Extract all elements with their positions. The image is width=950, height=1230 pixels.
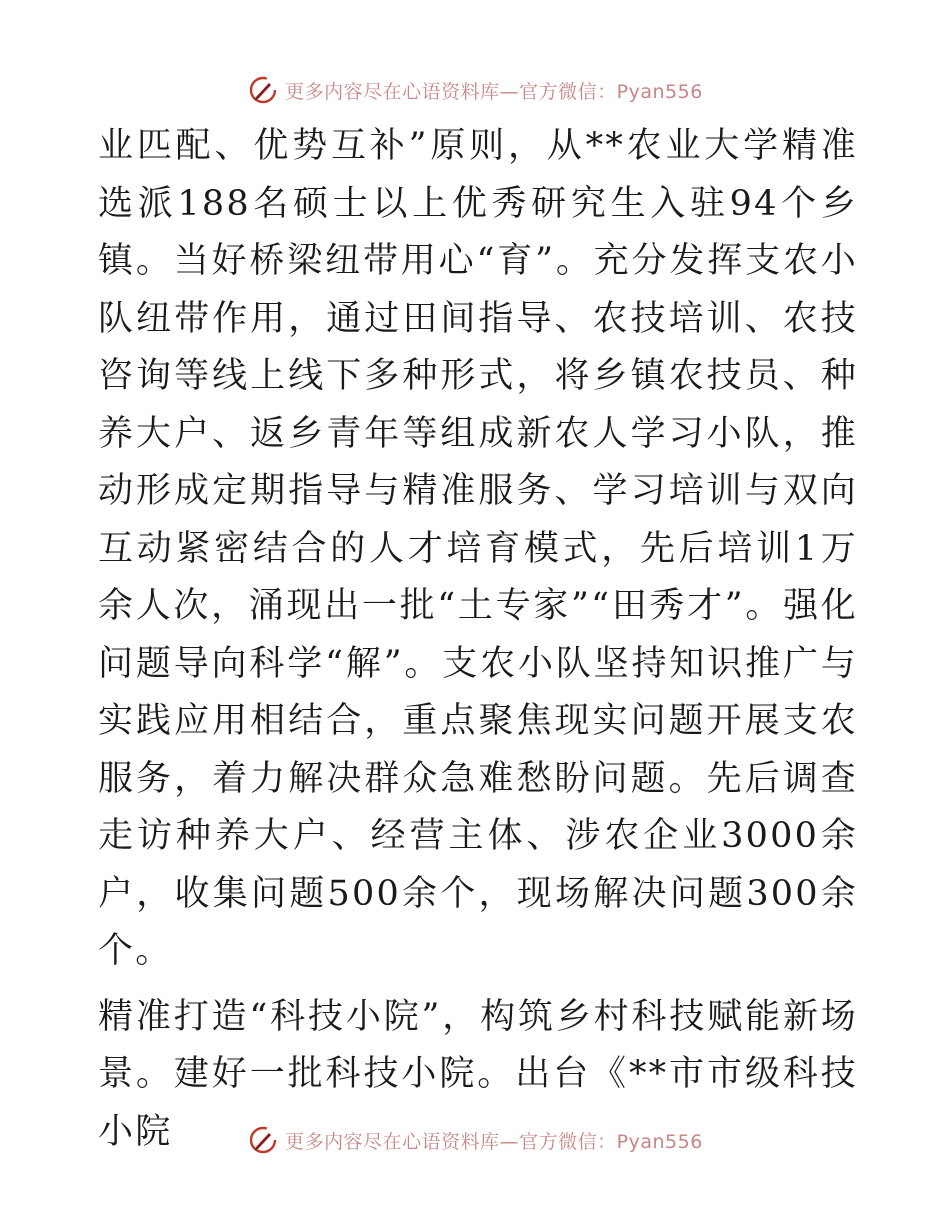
document-body bbox=[98, 118, 858, 1161]
header-watermark bbox=[0, 70, 950, 110]
pen-swirl-logo-icon bbox=[247, 74, 279, 106]
paragraph: 业匹配、优势互补”原则，从**农业大学精准选派188名硕士以上优秀研究生入驻94个乡镇。当好桥梁纽带用心“育”。充分发挥支农小队纽带作用，通过田间指导、农技培训、农技咨询等线上线下多种形式，将乡镇农技员、种养大户、返乡青年等组成新农人学习小队，推动形成定期指导与精准服务、学习培训与双向互动紧密结合的人才培育模式，先后培训1万余人次，涌现出一批“土专家”“田秀才”。强化问题导向科学“解”。支农小队坚持知识推广与实践应用相结合，重点聚焦现实问题开展支农服务，着力解决群众急难愁盼问题。先后调查走访种养大户、经营主体、涉农企业3000余户，收集问题500余个，现场解决问题300余个。 bbox=[98, 126, 858, 971]
watermark-text: 更多内容尽在心语资料库—官方微信：Pyan556 bbox=[285, 1130, 703, 1153]
pen-swirl-logo-icon bbox=[247, 1124, 279, 1156]
footer-watermark bbox=[0, 1120, 950, 1160]
watermark-text: 更多内容尽在心语资料库—官方微信：Pyan556 bbox=[285, 80, 703, 103]
paragraph: 精准打造“科技小院”，构筑乡村科技赋能新场景。建好一批科技小院。出台《**市市级科技小院 bbox=[98, 996, 858, 1152]
